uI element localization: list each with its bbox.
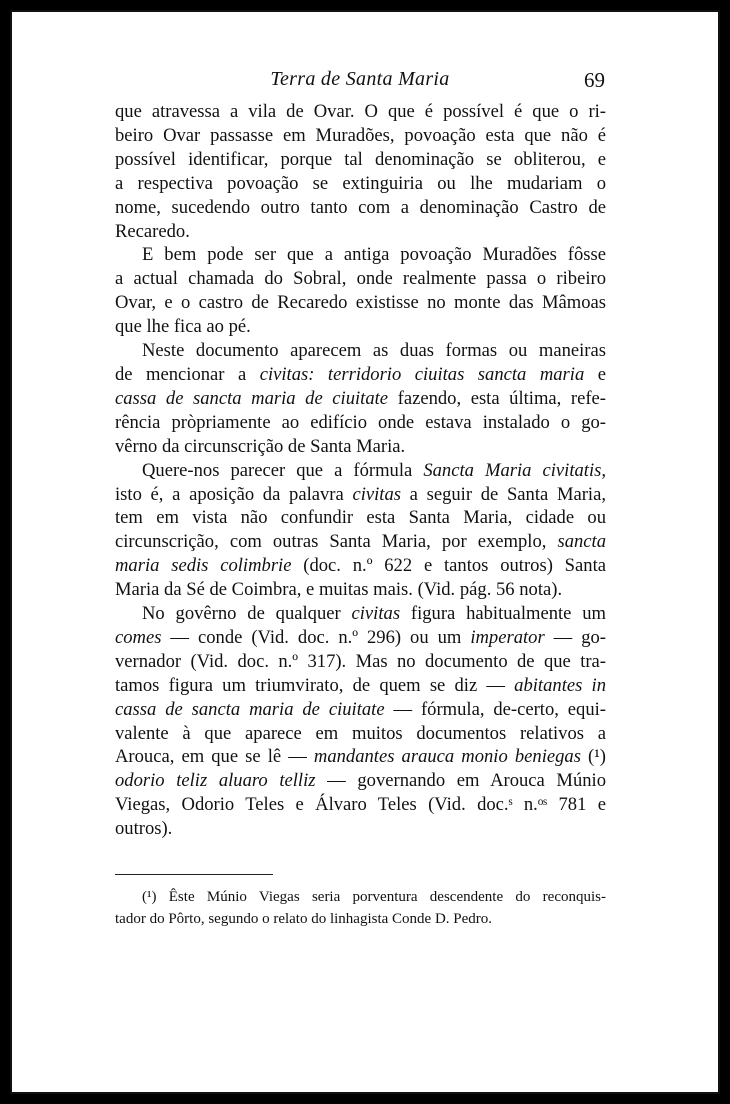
text-line: beiro Ovar passasse em Muradões, povoação esta que não é — [115, 124, 606, 146]
book-page — [10, 10, 720, 1094]
footnote-line: tador do Pôrto, segundo o relato do linhagista Conde D. Pedro. — [115, 911, 493, 927]
text-line: de mencionar a civitas: terridorio ciuitas sancta maria e — [115, 363, 606, 385]
text-line: que atravessa a vila de Ovar. O que é possível é que o ri- — [115, 101, 606, 122]
text-line: cassa de sancta maria de ciuitate fazendo, esta última, refe- — [115, 387, 606, 409]
footnote-line: (¹) Êste Múnio Viegas seria porventura descendente do reconquis- — [142, 889, 606, 905]
text-line: possível identificar, porque tal denominação se obliterou, e — [115, 148, 606, 170]
text-line: que lhe fica ao pé. — [115, 316, 251, 338]
text-line: outros). — [115, 818, 173, 840]
text-line: a respectiva povoação se extinguiria ou lhe mudariam o — [115, 172, 606, 194]
paragraph — [115, 100, 606, 243]
text-line: Maria da Sé de Coimbra, e muitas mais. (Vid. pág. 56 nota). — [115, 579, 563, 601]
text-line: Viegas, Odorio Teles e Álvaro Teles (Vid. doc.ˢ n.ᵒˢ 781 e — [115, 794, 606, 816]
text-line: No govêrno de qualquer civitas figura habitualmente um — [142, 603, 606, 625]
running-title: Terra de Santa Maria — [270, 68, 450, 90]
footnote-divider — [115, 874, 273, 875]
paragraph — [115, 459, 606, 602]
text-line: isto é, a aposição da palavra civitas a seguir de Santa Maria, — [115, 483, 606, 505]
text-line: tem em vista não confundir esta Santa Maria, cidade ou — [115, 507, 606, 529]
text-line: vêrno da circunscrição de Santa Maria. — [115, 435, 406, 457]
body-text — [115, 100, 606, 841]
running-header — [115, 68, 605, 96]
paragraph — [115, 339, 606, 459]
text-line: cassa de sancta maria de ciuitate — fórmula, de-certo, equi- — [115, 698, 606, 720]
text-line: odorio teliz aluaro telliz — governando em Arouca Múnio — [115, 770, 607, 792]
text-line: nome, sucedendo outro tanto com a denominação Castro de — [115, 196, 606, 218]
text-line: comes — conde (Vid. doc. n.º 296) ou um imperator — go- — [115, 626, 606, 648]
text-line: a actual chamada do Sobral, onde realmente passa o ribeiro — [115, 268, 606, 290]
text-line: rência pròpriamente ao edifício onde estava instalado o go- — [115, 411, 606, 433]
text-line: E bem pode ser que a antiga povoação Muradões fôsse — [142, 244, 606, 266]
text-line: circunscrição, com outras Santa Maria, por exemplo, sancta — [115, 531, 606, 553]
text-line: vernador (Vid. doc. n.º 317). Mas no documento de que tra- — [115, 650, 606, 672]
paragraph — [115, 243, 606, 339]
page-number: 69 — [584, 68, 605, 92]
text-line: maria sedis colimbrie (doc. n.º 622 e tantos outros) Santa — [115, 555, 606, 577]
text-line: Arouca, em que se lê — mandantes arauca monio beniegas (¹) — [115, 746, 606, 768]
footnote — [115, 886, 606, 930]
paragraph — [115, 602, 606, 841]
text-line: tamos figura um triumvirato, de quem se diz — abitantes in — [115, 674, 606, 696]
text-line: Ovar, e o castro de Recaredo existisse no monte das Mâmoas — [115, 292, 606, 314]
text-line: valente à que aparece em muitos documentos relativos a — [115, 722, 606, 744]
text-line: Neste documento aparecem as duas formas ou maneiras — [142, 340, 606, 362]
text-line: Quere-nos parecer que a fórmula Sancta Maria civitatis, — [142, 459, 607, 481]
text-line: Recaredo. — [115, 220, 190, 242]
